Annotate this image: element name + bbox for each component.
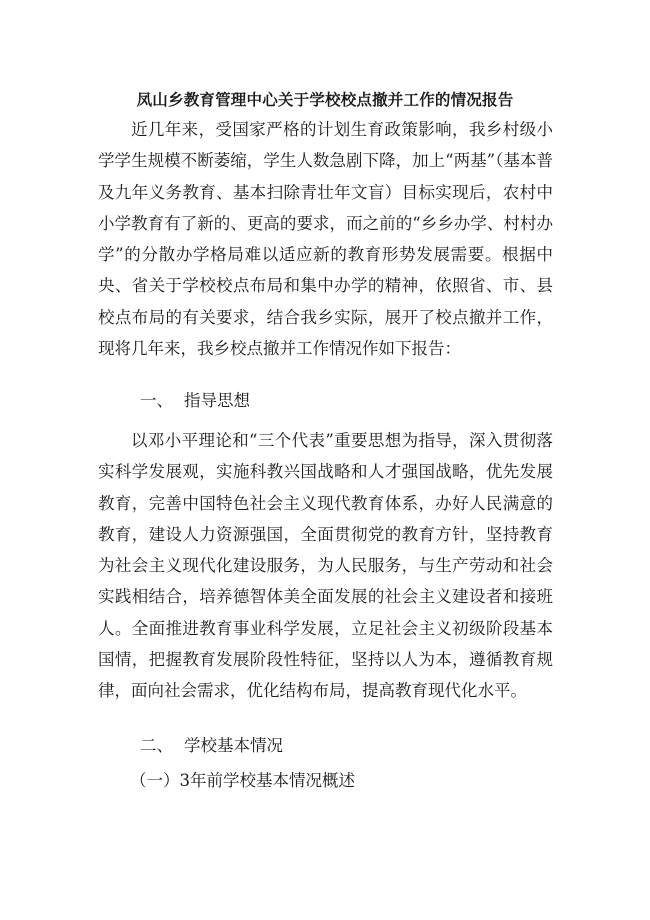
document-title: 凤山乡教育管理中心关于学校校点撤并工作的情况报告 xyxy=(136,91,514,109)
section-heading-guiding-ideology xyxy=(140,385,250,416)
subsection-heading: （一）3年前学校基本情况概述 xyxy=(130,771,355,790)
guiding-ideology-paragraph: 以邓小平理论和“三个代表”重要思想为指导，深入贯彻落实科学发展观，实施科教兴国战略和人才强国战略，优先发展教育，完善中国特色社会主义现代教育体系，办好人民满意的教育，建设人力资源强国，全面贯彻党的教育方针，坚持教育为社会主义现代化建设服务，为人民服务，与生产劳动和社会实践相结合，培养德智体美全面发展的社会主义建设者和接班人。全面推进教育事业科学发展，立足社会主义初级阶段基本国情，把握教育发展阶段性特征，坚持以人为本，遵循教育规律，面向社会需求，优化结构布局，提高教育现代化水平。 xyxy=(98,431,553,701)
section-heading-school-basics xyxy=(140,730,283,761)
section-number: 二、 xyxy=(140,736,173,755)
intro-paragraph: 近几年来，受国家严格的计划生育政策影响，我乡村级小学学生规模不断萎缩，学生人数急剧下降，加上“两基”（基本普及九年义务教育、基本扫除青壮年文盲）目标实现后，农村中小学教育有了新的、更高的要求，而之前的“乡乡办学、村村办学”的分散办学格局难以适应新的教育形势发展需要。根据中央、省关于学校校点布局和集中办学的精神，依照省、市、县校点布局的有关要求，结合我乡实际，展开了校点撤并工作，现将几年来，我乡校点撤并工作情况作如下报告： xyxy=(98,120,553,359)
section-number: 一、 xyxy=(140,391,173,410)
section-heading-text: 学校基本情况 xyxy=(184,736,283,755)
section-heading-text: 指导思想 xyxy=(184,391,250,410)
